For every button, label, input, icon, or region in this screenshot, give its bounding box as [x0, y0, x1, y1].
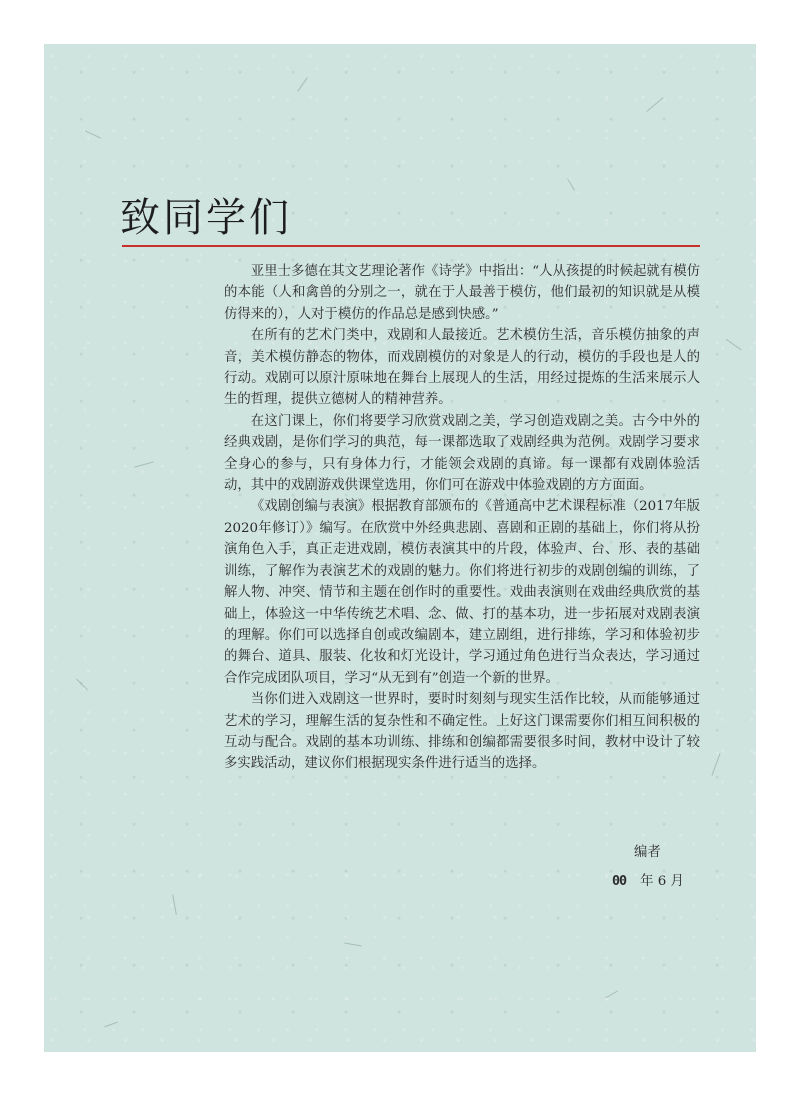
paper-fiber — [297, 77, 308, 91]
page-title: 致同学们 — [120, 195, 292, 241]
paragraph: 在所有的艺术门类中，戏剧和人最接近。艺术模仿生活，音乐模仿抽象的声音，美术模仿静态的物体，而戏剧模仿的对象是人的行动，模仿的手段也是人的行动。戏剧可以原汁原味地在舞台上展现人的生活，用经过提炼的生活来展示人生的哲理，提供立德树人的精神营养。 — [224, 328, 700, 408]
title-underline — [122, 245, 700, 247]
paper-fiber — [567, 178, 575, 191]
signature: 编者 — [634, 845, 661, 860]
paper-fiber — [646, 97, 663, 112]
paper-fiber — [725, 339, 741, 351]
paragraph: 当你们进入戏剧这一世界时，要时时刻刻与现实生活作比较，从而能够通过艺术的学习，理解生活的复杂性和不确定性。上好这门课需要你们相互间积极的互动与配合。戏剧的基本功训练、排练和创编都需要很多时间，教材中设计了较多实践活动，建议你们根据现实条件进行适当的选择。 — [224, 692, 700, 772]
paper-fiber — [104, 1022, 117, 1028]
paragraph: 《戏剧创编与表演》根据教育部颁布的《普通高中艺术课程标准（2017年版2020年修订）》编写。在欣赏中外经典悲剧、喜剧和正剧的基础上，你们将从扮演角色入手，真正走进戏剧，模仿表演其中的片段，体验声、台、形、表的基础训练，了解作为表演艺术的戏剧的魅力。你们将进行初步的戏剧创编的训练，了解人物、冲突、情节和主题在创作时的重要性。戏曲表演则在戏曲经典欣赏的基础上，体验这一中华传统艺术唱、念、做、打的基本功，进一步拓展对戏剧表演的理解。你们可以选择自创或改编剧本，建立剧组，进行排练，学习和体验初步的舞台、道具、服装、化妆和灯光设计，学习通过角色进行当众表达，学习通过合作完成团队项目，学习“从无到有”创造一个新的世界。 — [224, 499, 700, 686]
paragraph: 亚里士多德在其文艺理论著作《诗学》中指出：“人从孩提的时候起就有模仿的本能（人和禽兽的分别之一，就在于人最善于模仿，他们最初的知识就是从模仿得来的），人对于模仿的作品总是感到快感。” — [224, 264, 700, 322]
paper-fiber — [76, 678, 88, 690]
paragraph: 在这门课上，你们将要学习欣赏戏剧之美，学习创造戏剧之美。古今中外的经典戏剧，是你们学习的典范，每一课都选取了戏剧经典为范例。戏剧学习要求全身心的参与，只有身体力行，才能领会戏剧的真谛。每一课都有戏剧体验活动，其中的戏剧游戏供课堂选用，你们可在游戏中体验戏剧的方方面面。 — [224, 413, 700, 494]
paper-fiber — [344, 942, 362, 946]
date-text: 年 6 月 — [640, 874, 684, 889]
paper-fiber — [134, 461, 154, 467]
paper-background — [44, 44, 756, 1052]
letter-body — [224, 261, 700, 775]
date-line — [612, 870, 684, 889]
paper-fiber — [172, 894, 177, 915]
paper-fiber — [605, 990, 618, 998]
paper-fiber — [85, 130, 102, 139]
date-year: 00 — [612, 874, 627, 889]
paper-fiber — [711, 753, 720, 776]
